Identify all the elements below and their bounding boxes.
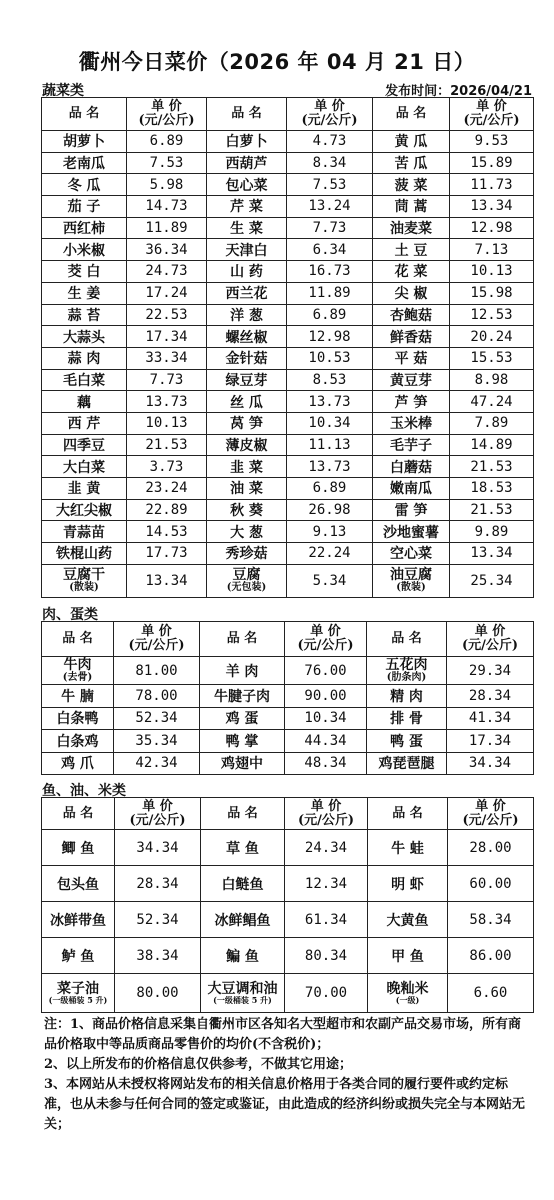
item-name: 韭 菜 bbox=[207, 456, 287, 478]
header-price-label: 单 价 bbox=[142, 798, 173, 814]
item-name: 蒜 肉 bbox=[42, 347, 127, 369]
table-row bbox=[42, 564, 534, 597]
item-name: 明 虾 bbox=[368, 866, 448, 902]
item-name: 山 药 bbox=[207, 261, 287, 283]
meat-price-table bbox=[41, 621, 534, 775]
header-price-unit: (元/公斤) bbox=[462, 812, 519, 828]
item-name: 茄 子 bbox=[42, 196, 127, 218]
table-row bbox=[42, 478, 534, 500]
item-price: 25.34 bbox=[450, 564, 534, 597]
item-price: 14.89 bbox=[450, 434, 534, 456]
header-price-label: 单 价 bbox=[151, 99, 182, 114]
item-price: 28.34 bbox=[115, 866, 201, 902]
table-row bbox=[42, 730, 534, 753]
item-name: 莴 笋 bbox=[207, 412, 287, 434]
item-price: 21.53 bbox=[127, 434, 207, 456]
item-price: 28.34 bbox=[447, 685, 534, 708]
table-row bbox=[42, 938, 534, 974]
item-name: 鸡 爪 bbox=[42, 752, 114, 775]
item-name: 黄 瓜 bbox=[373, 131, 450, 153]
item-price: 5.98 bbox=[127, 174, 207, 196]
table-row bbox=[42, 347, 534, 369]
table-row bbox=[42, 304, 534, 326]
item-name: 鸡翅中 bbox=[200, 752, 285, 775]
item-name-note: (散装) bbox=[69, 582, 99, 594]
header-price-label: 单 价 bbox=[310, 798, 342, 814]
table-row bbox=[42, 752, 534, 775]
table-row bbox=[42, 830, 534, 866]
item-name: 嫩南瓜 bbox=[373, 478, 450, 500]
item-name: 秀珍菇 bbox=[207, 543, 287, 565]
item-name: 大 葱 bbox=[207, 521, 287, 543]
item-name: 西葫芦 bbox=[207, 152, 287, 174]
item-name: 大黄鱼 bbox=[368, 902, 448, 938]
item-name: 土 豆 bbox=[373, 239, 450, 261]
item-price: 10.13 bbox=[127, 412, 207, 434]
item-price: 14.73 bbox=[127, 196, 207, 218]
table-row bbox=[42, 866, 534, 902]
item-price: 13.34 bbox=[450, 196, 534, 218]
table-row bbox=[42, 152, 534, 174]
item-price: 34.34 bbox=[115, 830, 201, 866]
item-price: 47.24 bbox=[450, 391, 534, 413]
note-2: 2、以上所发布的价格信息仅供参考，不做其它用途； bbox=[44, 1057, 353, 1072]
item-price: 10.34 bbox=[285, 707, 367, 730]
header-row bbox=[42, 98, 534, 131]
item-price: 17.24 bbox=[127, 282, 207, 304]
item-price: 58.34 bbox=[448, 902, 534, 938]
item-price: 11.89 bbox=[287, 282, 373, 304]
fish-oil-rice-price-table bbox=[41, 797, 534, 1013]
item-name: 包头鱼 bbox=[42, 866, 115, 902]
page-title: 衢州今日菜价（2026 年 04 月 21 日） bbox=[78, 50, 476, 74]
item-price: 24.34 bbox=[285, 830, 368, 866]
item-name-main: 豆腐 bbox=[232, 567, 261, 584]
item-price: 13.34 bbox=[127, 564, 207, 597]
item-price: 13.73 bbox=[287, 456, 373, 478]
table-row bbox=[42, 657, 534, 685]
item-name: 白蘑菇 bbox=[373, 456, 450, 478]
item-name: 毛白菜 bbox=[42, 369, 127, 391]
header-price bbox=[285, 798, 368, 830]
item-name-main: 菜子油 bbox=[57, 980, 99, 997]
item-name: 芹 菜 bbox=[207, 196, 287, 218]
item-price: 13.73 bbox=[127, 391, 207, 413]
item-name: 西兰花 bbox=[207, 282, 287, 304]
item-name: 鳊 鱼 bbox=[201, 938, 285, 974]
item-name: 白鲢鱼 bbox=[201, 866, 285, 902]
item-price: 12.98 bbox=[450, 217, 534, 239]
item-price: 80.34 bbox=[285, 938, 368, 974]
item-price: 76.00 bbox=[285, 657, 367, 685]
item-price: 41.34 bbox=[447, 707, 534, 730]
note-3: 3、本网站从未授权将网站发布的相关信息价格用于各类合同的履行要件或约定标准，也从未参与任何合同的签定或鉴证，由此造成的经济纠纷或损失完全与本网站无关； bbox=[44, 1077, 526, 1132]
veg-price-table bbox=[41, 97, 534, 598]
item-name-note: (一级) bbox=[395, 994, 420, 1005]
item-price: 15.53 bbox=[450, 347, 534, 369]
item-price: 8.98 bbox=[450, 369, 534, 391]
header-price bbox=[450, 98, 534, 131]
item-name: 西红柿 bbox=[42, 217, 127, 239]
item-price: 22.24 bbox=[287, 543, 373, 565]
item-price: 90.00 bbox=[285, 685, 367, 708]
item-name: 白条鸭 bbox=[42, 707, 114, 730]
header-price-unit: (元/公斤) bbox=[301, 113, 358, 128]
item-name: 螺丝椒 bbox=[207, 326, 287, 348]
item-price: 13.73 bbox=[287, 391, 373, 413]
header-price bbox=[285, 622, 367, 657]
item-name: 鸡 蛋 bbox=[200, 707, 285, 730]
item-price: 15.89 bbox=[450, 152, 534, 174]
item-price: 7.73 bbox=[287, 217, 373, 239]
item-price: 52.34 bbox=[115, 902, 201, 938]
item-name-main: 牛肉 bbox=[63, 657, 92, 673]
item-name: 油麦菜 bbox=[373, 217, 450, 239]
item-name-note: (去骨) bbox=[62, 672, 93, 683]
table-row bbox=[42, 282, 534, 304]
item-name: 绿豆芽 bbox=[207, 369, 287, 391]
item-name: 玉米棒 bbox=[373, 412, 450, 434]
table-row bbox=[42, 261, 534, 283]
item-price: 7.53 bbox=[127, 152, 207, 174]
header-price-label: 单 价 bbox=[310, 624, 341, 639]
item-price: 3.73 bbox=[127, 456, 207, 478]
item-name bbox=[42, 974, 115, 1013]
header-price-unit: (元/公斤) bbox=[461, 638, 519, 653]
table-row bbox=[42, 499, 534, 521]
table-row bbox=[42, 543, 534, 565]
item-name: 雷 笋 bbox=[373, 499, 450, 521]
item-name: 花 菜 bbox=[373, 261, 450, 283]
header-name: 品 名 bbox=[368, 798, 448, 830]
item-name-main: 晚籼米 bbox=[386, 980, 429, 997]
item-price: 23.24 bbox=[127, 478, 207, 500]
item-name: 黄豆芽 bbox=[373, 369, 450, 391]
item-name-main: 大豆调和油 bbox=[207, 980, 278, 997]
item-name: 铁棍山药 bbox=[42, 543, 127, 565]
item-name: 沙地蜜薯 bbox=[373, 521, 450, 543]
item-price: 34.34 bbox=[447, 752, 534, 775]
note-1: 注：1、商品价格信息采集自衢州市区各知名大型超市和农副产品交易市场，所有商品价格取中等品质商品零售价的均价(不含税价)； bbox=[44, 1017, 522, 1052]
item-name bbox=[42, 564, 127, 597]
header-price bbox=[115, 798, 201, 830]
section-veg-label: 蔬菜类 bbox=[42, 83, 84, 99]
item-price: 8.34 bbox=[287, 152, 373, 174]
item-price: 17.34 bbox=[447, 730, 534, 753]
header-name: 品 名 bbox=[42, 98, 127, 131]
item-name bbox=[373, 564, 450, 597]
item-name: 鲫 鱼 bbox=[42, 830, 115, 866]
item-name: 冰鲜鲳鱼 bbox=[201, 902, 285, 938]
item-name: 鲈 鱼 bbox=[42, 938, 115, 974]
item-name: 茭 白 bbox=[42, 261, 127, 283]
item-name bbox=[368, 974, 448, 1013]
header-price bbox=[114, 622, 200, 657]
item-price: 24.73 bbox=[127, 261, 207, 283]
table-row bbox=[42, 707, 534, 730]
item-price: 6.89 bbox=[127, 131, 207, 153]
header-row bbox=[42, 622, 534, 657]
item-price: 35.34 bbox=[114, 730, 200, 753]
item-name: 毛芋子 bbox=[373, 434, 450, 456]
table-row bbox=[42, 326, 534, 348]
item-price: 33.34 bbox=[127, 347, 207, 369]
item-price: 9.13 bbox=[287, 521, 373, 543]
item-price: 48.34 bbox=[285, 752, 367, 775]
item-name: 芦 笋 bbox=[373, 391, 450, 413]
header-price-unit: (元/公斤) bbox=[138, 113, 195, 128]
item-name: 鸭 蛋 bbox=[367, 730, 447, 753]
header-price-label: 单 价 bbox=[314, 99, 345, 114]
item-name: 油 菜 bbox=[207, 478, 287, 500]
item-name: 鸭 掌 bbox=[200, 730, 285, 753]
header-price-unit: (元/公斤) bbox=[297, 812, 355, 828]
table-row bbox=[42, 391, 534, 413]
item-price: 12.98 bbox=[287, 326, 373, 348]
header-price-label: 单 价 bbox=[475, 798, 506, 814]
item-price: 7.89 bbox=[450, 412, 534, 434]
item-name: 排 骨 bbox=[367, 707, 447, 730]
item-price: 36.34 bbox=[127, 239, 207, 261]
item-name-main: 油豆腐 bbox=[390, 567, 432, 584]
item-price: 4.73 bbox=[287, 131, 373, 153]
item-price: 7.73 bbox=[127, 369, 207, 391]
item-price: 15.98 bbox=[450, 282, 534, 304]
item-price: 10.53 bbox=[287, 347, 373, 369]
item-name: 四季豆 bbox=[42, 434, 127, 456]
item-name bbox=[42, 657, 114, 685]
item-price: 22.53 bbox=[127, 304, 207, 326]
item-price: 61.34 bbox=[285, 902, 368, 938]
item-price: 29.34 bbox=[447, 657, 534, 685]
header-price bbox=[127, 98, 207, 131]
header-name: 品 名 bbox=[200, 622, 285, 657]
item-price: 86.00 bbox=[448, 938, 534, 974]
item-price: 12.53 bbox=[450, 304, 534, 326]
header-price-label: 单 价 bbox=[141, 624, 172, 639]
table-row bbox=[42, 974, 534, 1013]
item-price: 26.98 bbox=[287, 499, 373, 521]
item-price: 8.53 bbox=[287, 369, 373, 391]
header-price-unit: (元/公斤) bbox=[129, 812, 186, 828]
item-name: 精 肉 bbox=[367, 685, 447, 708]
item-price: 22.89 bbox=[127, 499, 207, 521]
table-row bbox=[42, 174, 534, 196]
item-price: 13.24 bbox=[287, 196, 373, 218]
item-name: 金针菇 bbox=[207, 347, 287, 369]
item-price: 9.53 bbox=[450, 131, 534, 153]
table-row bbox=[42, 434, 534, 456]
item-price: 17.34 bbox=[127, 326, 207, 348]
item-name: 大蒜头 bbox=[42, 326, 127, 348]
item-price: 5.34 bbox=[287, 564, 373, 597]
table-row bbox=[42, 456, 534, 478]
header-name: 品 名 bbox=[42, 798, 115, 830]
item-name: 尖 椒 bbox=[373, 282, 450, 304]
item-name bbox=[207, 564, 287, 597]
header-price-label: 单 价 bbox=[474, 624, 506, 639]
item-price: 6.34 bbox=[287, 239, 373, 261]
item-name-note: (肋条肉) bbox=[386, 672, 427, 683]
item-name: 牛 腩 bbox=[42, 685, 114, 708]
item-name-note: (散装) bbox=[396, 582, 426, 594]
item-price: 80.00 bbox=[115, 974, 201, 1013]
item-price: 52.34 bbox=[114, 707, 200, 730]
item-name: 洋 葱 bbox=[207, 304, 287, 326]
table-row bbox=[42, 217, 534, 239]
table-row bbox=[42, 196, 534, 218]
item-price: 17.73 bbox=[127, 543, 207, 565]
item-price: 6.89 bbox=[287, 304, 373, 326]
header-price-unit: (元/公斤) bbox=[463, 113, 520, 128]
table-row bbox=[42, 412, 534, 434]
item-name-main: 五花肉 bbox=[385, 657, 428, 673]
item-price: 38.34 bbox=[115, 938, 201, 974]
item-price: 7.13 bbox=[450, 239, 534, 261]
item-name: 藕 bbox=[42, 391, 127, 413]
item-price: 12.34 bbox=[285, 866, 368, 902]
item-price: 13.34 bbox=[450, 543, 534, 565]
item-name: 生 菜 bbox=[207, 217, 287, 239]
item-price: 28.00 bbox=[448, 830, 534, 866]
section-fish-label: 鱼、油、米类 bbox=[42, 783, 126, 799]
item-name-note: (一级桶装 5 升) bbox=[48, 994, 108, 1005]
item-price: 42.34 bbox=[114, 752, 200, 775]
item-name: 老南瓜 bbox=[42, 152, 127, 174]
item-name: 小米椒 bbox=[42, 239, 127, 261]
item-price: 14.53 bbox=[127, 521, 207, 543]
item-name bbox=[367, 657, 447, 685]
item-price: 44.34 bbox=[285, 730, 367, 753]
item-name: 甲 鱼 bbox=[368, 938, 448, 974]
item-price: 11.13 bbox=[287, 434, 373, 456]
item-name: 白萝卜 bbox=[207, 131, 287, 153]
item-price: 81.00 bbox=[114, 657, 200, 685]
item-name-main: 豆腐干 bbox=[63, 567, 105, 584]
item-price: 60.00 bbox=[448, 866, 534, 902]
item-name: 牛腱子肉 bbox=[200, 685, 285, 708]
item-name: 牛 蛙 bbox=[368, 830, 448, 866]
header-price bbox=[447, 622, 534, 657]
item-price: 10.34 bbox=[287, 412, 373, 434]
item-name: 丝 瓜 bbox=[207, 391, 287, 413]
item-price: 18.53 bbox=[450, 478, 534, 500]
table-row bbox=[42, 685, 534, 708]
item-name-note: (无包装) bbox=[226, 582, 267, 594]
item-price: 78.00 bbox=[114, 685, 200, 708]
section-meat-label: 肉、蛋类 bbox=[42, 607, 98, 623]
header-name: 品 名 bbox=[42, 622, 114, 657]
item-name: 茼 蒿 bbox=[373, 196, 450, 218]
item-name: 韭 黄 bbox=[42, 478, 127, 500]
header-price bbox=[287, 98, 373, 131]
item-name: 鲜香菇 bbox=[373, 326, 450, 348]
item-name: 生 姜 bbox=[42, 282, 127, 304]
item-name: 冰鲜带鱼 bbox=[42, 902, 115, 938]
item-name-note: (一级桶装 5 升) bbox=[213, 994, 272, 1005]
item-name: 青蒜苗 bbox=[42, 521, 127, 543]
item-name: 杏鲍菇 bbox=[373, 304, 450, 326]
item-name: 薄皮椒 bbox=[207, 434, 287, 456]
item-name: 冬 瓜 bbox=[42, 174, 127, 196]
header-name: 品 名 bbox=[367, 622, 447, 657]
item-name: 大白菜 bbox=[42, 456, 127, 478]
header-name: 品 名 bbox=[373, 98, 450, 131]
item-name: 羊 肉 bbox=[200, 657, 285, 685]
item-price: 21.53 bbox=[450, 499, 534, 521]
item-price: 9.89 bbox=[450, 521, 534, 543]
item-name: 大红尖椒 bbox=[42, 499, 127, 521]
item-price: 6.89 bbox=[287, 478, 373, 500]
item-name: 草 鱼 bbox=[201, 830, 285, 866]
item-price: 11.73 bbox=[450, 174, 534, 196]
header-price bbox=[448, 798, 534, 830]
item-name bbox=[201, 974, 285, 1013]
table-row bbox=[42, 239, 534, 261]
table-row bbox=[42, 131, 534, 153]
table-row bbox=[42, 369, 534, 391]
item-name: 空心菜 bbox=[373, 543, 450, 565]
notes bbox=[44, 1015, 532, 1135]
item-name: 鸡琵琶腿 bbox=[367, 752, 447, 775]
item-name: 蒜 苔 bbox=[42, 304, 127, 326]
table-row bbox=[42, 902, 534, 938]
item-price: 21.53 bbox=[450, 456, 534, 478]
header-name: 品 名 bbox=[201, 798, 285, 830]
item-name: 天津白 bbox=[207, 239, 287, 261]
item-price: 7.53 bbox=[287, 174, 373, 196]
item-name: 白条鸡 bbox=[42, 730, 114, 753]
item-price: 70.00 bbox=[285, 974, 368, 1013]
item-name: 菠 菜 bbox=[373, 174, 450, 196]
table-row bbox=[42, 521, 534, 543]
item-name: 平 菇 bbox=[373, 347, 450, 369]
header-row bbox=[42, 798, 534, 830]
item-name: 胡萝卜 bbox=[42, 131, 127, 153]
item-name: 苦 瓜 bbox=[373, 152, 450, 174]
publish-time: 发布时间：2026/04/21 bbox=[385, 84, 532, 99]
header-name: 品 名 bbox=[207, 98, 287, 131]
item-name: 包心菜 bbox=[207, 174, 287, 196]
header-price-label: 单 价 bbox=[476, 99, 507, 114]
item-name: 秋 葵 bbox=[207, 499, 287, 521]
item-name: 西 芹 bbox=[42, 412, 127, 434]
item-price: 16.73 bbox=[287, 261, 373, 283]
item-price: 11.89 bbox=[127, 217, 207, 239]
item-price: 10.13 bbox=[450, 261, 534, 283]
header-price-unit: (元/公斤) bbox=[297, 638, 354, 653]
item-price: 6.60 bbox=[448, 974, 534, 1013]
item-price: 20.24 bbox=[450, 326, 534, 348]
header-price-unit: (元/公斤) bbox=[128, 638, 185, 653]
